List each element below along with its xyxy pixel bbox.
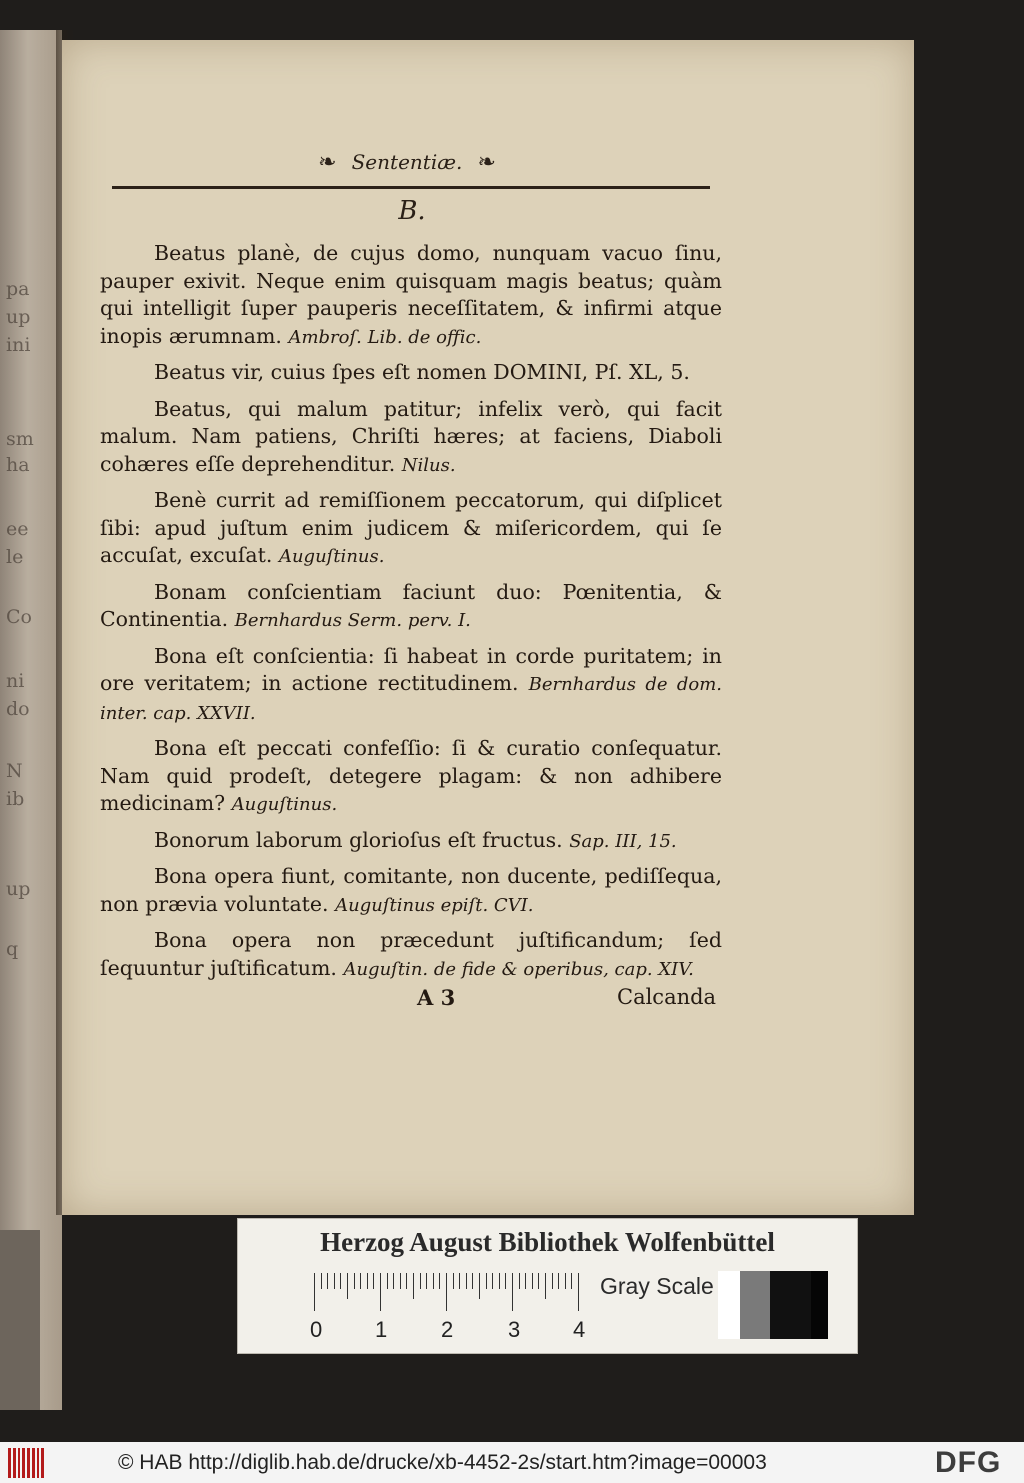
adjacent-page-fragment: ib [6,788,25,810]
ornament-left-icon: ❧ [318,150,337,175]
hab-logo-icon [8,1448,44,1478]
ruler-tick [558,1273,559,1289]
sententia-entry: Bona eſt peccati confeſſio: ſi & curatio conſequatur. Nam quid prodeſt, detegere plagam: & non adhibere medicinam? Auguſtinus. [100,736,722,815]
ruler-tick [459,1273,460,1289]
logo-bar [41,1448,44,1478]
sententia-entry: Bonorum laborum glorioſus eſt fructus. Sap. III, 15. [154,827,677,852]
ruler-tick [492,1273,493,1289]
ruler-tick [538,1273,539,1289]
adjacent-page-fragment: up [6,306,31,328]
ruler-tick [552,1273,553,1289]
ruler-number: 3 [508,1317,521,1342]
ruler-number: 0 [310,1317,323,1342]
ruler-tick [360,1273,361,1289]
ruler-tick [433,1273,434,1289]
ornament-right-icon: ❧ [477,150,496,175]
measurement-ruler [314,1271,586,1313]
ruler-tick [314,1273,315,1311]
gray-patch [740,1271,770,1339]
ruler-tick [380,1273,381,1311]
book-spine [0,1230,40,1410]
section-letter: B. [398,196,426,226]
signature-mark: A 3 [417,985,456,1010]
sententia-entry: Bonam conſcientiam faciunt duo: Pœnitentia, & Continentia. Bernhardus Serm. perv. I. [100,579,722,631]
logo-bar [13,1448,16,1478]
sententia-entry: Beatus vir, cuius ſpes eſt nomen DOMINI, Pſ. XL, 5. [154,360,690,384]
ruler-tick [453,1273,454,1289]
ruler-tick [439,1273,440,1289]
library-name: Herzog August Bibliothek Wolfenbüttel [320,1227,775,1257]
gray-patch [718,1271,740,1339]
gray-scale-label: Gray Scale [600,1273,714,1299]
ruler-tick [373,1273,374,1289]
adjacent-page-fragment: ni [6,670,25,692]
adjacent-page-fragment: ini [6,334,31,356]
dfg-logo: DFG [935,1446,1002,1479]
ruler-tick [571,1273,572,1289]
ruler-tick [406,1273,407,1289]
head-rule [112,186,710,189]
ruler-tick [334,1273,335,1289]
ruler-tick [505,1273,506,1289]
sententia-entry: Beatus planè, de cujus domo, nunquam vacuo ſinu, pauper exivit. Neque enim quisquam magis beatus; quàm qui intelligit ſuper pauperis neceſſitatem, & infirmi atque inopis ærumnam. Ambroſ. Lib. de offic. [100,241,722,348]
sententia-entry: Bona eſt conſcientia: ſi habeat in corde puritatem; in ore veritatem; in actione rectitudinem. Bernhardus de dom. inter. cap. XXVII. [100,643,722,724]
ruler-tick [499,1273,500,1289]
ruler-tick [532,1273,533,1289]
sententiae-list [100,240,722,991]
sententia-entry: Beatus, qui malum patitur; infelix verò, qui facit malum. Nam patiens, Chriſti hæres; at faciens, Diaboli cohæres eſſe deprehenditur. Nilus. [100,396,722,476]
adjacent-page-fragment: N [6,760,23,782]
sententia-entry: Bona opera non præcedunt juſtificandum; ſed ſequuntur juſtificatum. Auguſtin. de fide & operibus, cap. XIV. [100,928,722,980]
ruler-tick [565,1273,566,1289]
ruler-tick [525,1273,526,1289]
copyright-url: © HAB http://diglib.hab.de/drucke/xb-4452-2s/start.htm?image=00003 [118,1451,767,1474]
ruler-tick [327,1273,328,1289]
running-head-title: Sententiæ. [351,150,463,174]
ruler-tick [446,1273,447,1311]
ruler-tick [519,1273,520,1289]
footer-bar [0,1442,1024,1483]
ruler-tick [479,1273,480,1299]
logo-bar [32,1448,35,1478]
ruler-tick [466,1273,467,1289]
ruler-tick [393,1273,394,1289]
ruler-tick [420,1273,421,1289]
ruler-tick [426,1273,427,1289]
ruler-number: 4 [573,1317,586,1342]
ruler-tick [367,1273,368,1289]
logo-bar [27,1448,30,1478]
ruler-number: 1 [375,1317,388,1342]
ruler-tick [347,1273,348,1299]
adjacent-page-fragment: Co [6,606,32,628]
adjacent-page-fragment: ha [6,454,30,476]
ruler-tick [321,1273,322,1289]
sententia-entry: Benè currit ad remiſſionem peccatorum, qui diſplicet ſibi: apud juſtum enim judicem & miſericordem, qui ſe accuſat, excuſat. Auguſtinus. [100,488,722,567]
sententia-entry: Bona opera fiunt, comitante, non ducente, pediſſequa, non prævia voluntate. Auguſtinus epiſt. CVI. [100,864,722,916]
gray-patches [718,1271,828,1339]
running-head [102,150,712,190]
gray-patch [770,1271,812,1339]
ruler-tick [340,1273,341,1289]
ruler-tick [472,1273,473,1289]
adjacent-page-edge [0,30,62,1410]
logo-bar [37,1448,40,1478]
ruler-tick [486,1273,487,1289]
adjacent-page-fragment: up [6,878,31,900]
ruler-tick [545,1273,546,1299]
ruler-tick [354,1273,355,1289]
ruler-tick [387,1273,388,1289]
logo-bar [8,1448,11,1478]
ruler-tick [413,1273,414,1299]
adjacent-page-fragment: ee [6,518,29,540]
logo-bar [22,1448,25,1478]
ruler-tick [400,1273,401,1289]
book-page [62,40,914,1215]
grey-scale-card [237,1218,858,1354]
adjacent-page-fragment: do [6,698,30,720]
gray-patch [811,1271,828,1339]
adjacent-page-fragment: pa [6,278,30,300]
ruler-number: 2 [441,1317,454,1342]
adjacent-page-fragment: sm [6,428,34,450]
adjacent-page-fragment: q [6,938,19,960]
ruler-tick [578,1273,579,1311]
logo-bar [18,1448,21,1478]
ruler-tick [512,1273,513,1311]
adjacent-page-fragment: le [6,546,24,568]
catchword: Calcanda [617,985,717,1009]
